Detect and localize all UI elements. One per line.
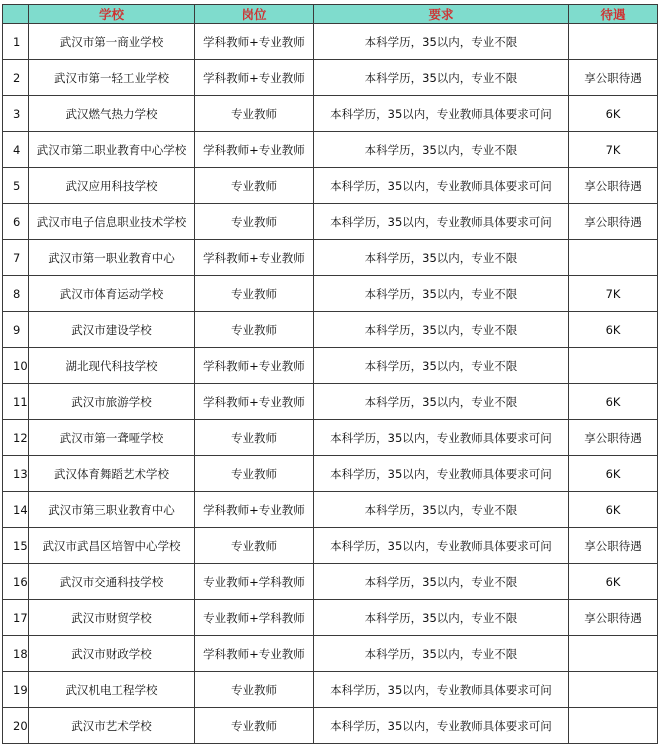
requirement-cell: 本科学历，35以内，专业教师具体要求可问 [314,204,569,240]
table-row [3,600,658,636]
requirement-cell: 本科学历，35以内，专业教师具体要求可问 [314,96,569,132]
requirement-cell: 本科学历，35以内，专业不限 [314,240,569,276]
position-cell: 专业教师 [195,312,314,348]
requirement-cell: 本科学历，35以内，专业不限 [314,564,569,600]
treatment-cell [569,636,658,672]
school-cell: 湖北现代科技学校 [29,348,195,384]
school-cell: 武汉市旅游学校 [29,384,195,420]
school-cell: 武汉市财贸学校 [29,600,195,636]
row-number-cell: 7 [3,240,29,276]
requirement-cell: 本科学历，35以内，专业不限 [314,60,569,96]
table-row [3,708,658,744]
school-cell: 武汉应用科技学校 [29,168,195,204]
requirement-cell: 本科学历，35以内，专业教师具体要求可问 [314,456,569,492]
treatment-cell [569,24,658,60]
school-cell: 武汉市第一职业教育中心 [29,240,195,276]
school-cell: 武汉市第一轻工业学校 [29,60,195,96]
requirement-cell: 本科学历，35以内，专业不限 [314,132,569,168]
treatment-cell [569,708,658,744]
row-number-cell: 16 [3,564,29,600]
row-number-cell: 14 [3,492,29,528]
treatment-cell [569,672,658,708]
requirement-cell: 本科学历，35以内，专业不限 [314,492,569,528]
school-cell: 武汉市财政学校 [29,636,195,672]
row-number-cell: 12 [3,420,29,456]
requirement-cell: 本科学历，35以内，专业不限 [314,348,569,384]
treatment-cell: 6K [569,312,658,348]
table-row [3,672,658,708]
table-body [3,24,658,744]
requirement-cell: 本科学历，35以内，专业不限 [314,636,569,672]
table-row [3,312,658,348]
position-cell: 学科教师+专业教师 [195,60,314,96]
table-row [3,420,658,456]
requirement-cell: 本科学历，35以内，专业教师具体要求可问 [314,420,569,456]
row-number-cell: 17 [3,600,29,636]
treatment-cell: 6K [569,564,658,600]
table-row [3,636,658,672]
position-cell: 专业教师 [195,204,314,240]
requirement-cell: 本科学历，35以内，专业教师具体要求可问 [314,708,569,744]
position-cell: 专业教师 [195,96,314,132]
treatment-cell: 7K [569,132,658,168]
treatment-cell: 享公职待遇 [569,204,658,240]
school-cell: 武汉体育舞蹈艺术学校 [29,456,195,492]
treatment-cell: 6K [569,456,658,492]
row-number-cell: 11 [3,384,29,420]
position-cell: 专业教师 [195,276,314,312]
position-cell: 专业教师 [195,672,314,708]
header-cell-school: 学校 [29,5,195,24]
school-cell: 武汉市第三职业教育中心 [29,492,195,528]
school-cell: 武汉机电工程学校 [29,672,195,708]
requirement-cell: 本科学历，35以内，专业不限 [314,312,569,348]
treatment-cell: 享公职待遇 [569,528,658,564]
school-cell: 武汉市武昌区培智中心学校 [29,528,195,564]
position-cell: 学科教师+专业教师 [195,348,314,384]
requirement-cell: 本科学历，35以内，专业教师具体要求可问 [314,168,569,204]
school-cell: 武汉市电子信息职业技术学校 [29,204,195,240]
row-number-cell: 8 [3,276,29,312]
treatment-cell: 享公职待遇 [569,60,658,96]
school-cell: 武汉燃气热力学校 [29,96,195,132]
requirement-cell: 本科学历，35以内，专业不限 [314,384,569,420]
row-number-cell: 18 [3,636,29,672]
row-number-cell: 6 [3,204,29,240]
header-cell-number [3,5,29,24]
position-cell: 学科教师+专业教师 [195,132,314,168]
recruitment-table [2,4,658,744]
table-row [3,528,658,564]
row-number-cell: 15 [3,528,29,564]
position-cell: 学科教师+专业教师 [195,24,314,60]
treatment-cell: 6K [569,96,658,132]
table-row [3,204,658,240]
position-cell: 专业教师 [195,456,314,492]
row-number-cell: 20 [3,708,29,744]
treatment-cell [569,348,658,384]
position-cell: 学科教师+专业教师 [195,636,314,672]
table-row [3,60,658,96]
treatment-cell: 7K [569,276,658,312]
school-cell: 武汉市第二职业教育中心学校 [29,132,195,168]
table-row [3,384,658,420]
position-cell: 专业教师 [195,168,314,204]
row-number-cell: 13 [3,456,29,492]
table-row [3,168,658,204]
requirement-cell: 本科学历，35以内，专业不限 [314,276,569,312]
row-number-cell: 2 [3,60,29,96]
position-cell: 专业教师 [195,708,314,744]
requirement-cell: 本科学历，35以内，专业教师具体要求可问 [314,528,569,564]
treatment-cell: 享公职待遇 [569,168,658,204]
position-cell: 专业教师+学科教师 [195,600,314,636]
table-row [3,24,658,60]
position-cell: 专业教师 [195,420,314,456]
requirement-cell: 本科学历，35以内，专业教师具体要求可问 [314,672,569,708]
row-number-cell: 4 [3,132,29,168]
school-cell: 武汉市体育运动学校 [29,276,195,312]
row-number-cell: 5 [3,168,29,204]
position-cell: 学科教师+专业教师 [195,384,314,420]
school-cell: 武汉市第一商业学校 [29,24,195,60]
table-header-row [3,5,658,24]
school-cell: 武汉市建设学校 [29,312,195,348]
treatment-cell: 6K [569,492,658,528]
table-row [3,132,658,168]
header-cell-position: 岗位 [195,5,314,24]
table-row [3,492,658,528]
school-cell: 武汉市艺术学校 [29,708,195,744]
table-row [3,96,658,132]
school-cell: 武汉市第一聋哑学校 [29,420,195,456]
position-cell: 专业教师 [195,528,314,564]
treatment-cell [569,240,658,276]
table-row [3,240,658,276]
table-row [3,276,658,312]
requirement-cell: 本科学历，35以内，专业不限 [314,600,569,636]
row-number-cell: 3 [3,96,29,132]
treatment-cell: 享公职待遇 [569,600,658,636]
table-row [3,456,658,492]
table-row [3,348,658,384]
header-cell-treatment: 待遇 [569,5,658,24]
row-number-cell: 9 [3,312,29,348]
treatment-cell: 6K [569,384,658,420]
position-cell: 学科教师+专业教师 [195,240,314,276]
row-number-cell: 1 [3,24,29,60]
row-number-cell: 19 [3,672,29,708]
requirement-cell: 本科学历，35以内，专业不限 [314,24,569,60]
school-cell: 武汉市交通科技学校 [29,564,195,600]
row-number-cell: 10 [3,348,29,384]
position-cell: 专业教师+学科教师 [195,564,314,600]
header-cell-requirement: 要求 [314,5,569,24]
table-row [3,564,658,600]
treatment-cell: 享公职待遇 [569,420,658,456]
position-cell: 学科教师+专业教师 [195,492,314,528]
